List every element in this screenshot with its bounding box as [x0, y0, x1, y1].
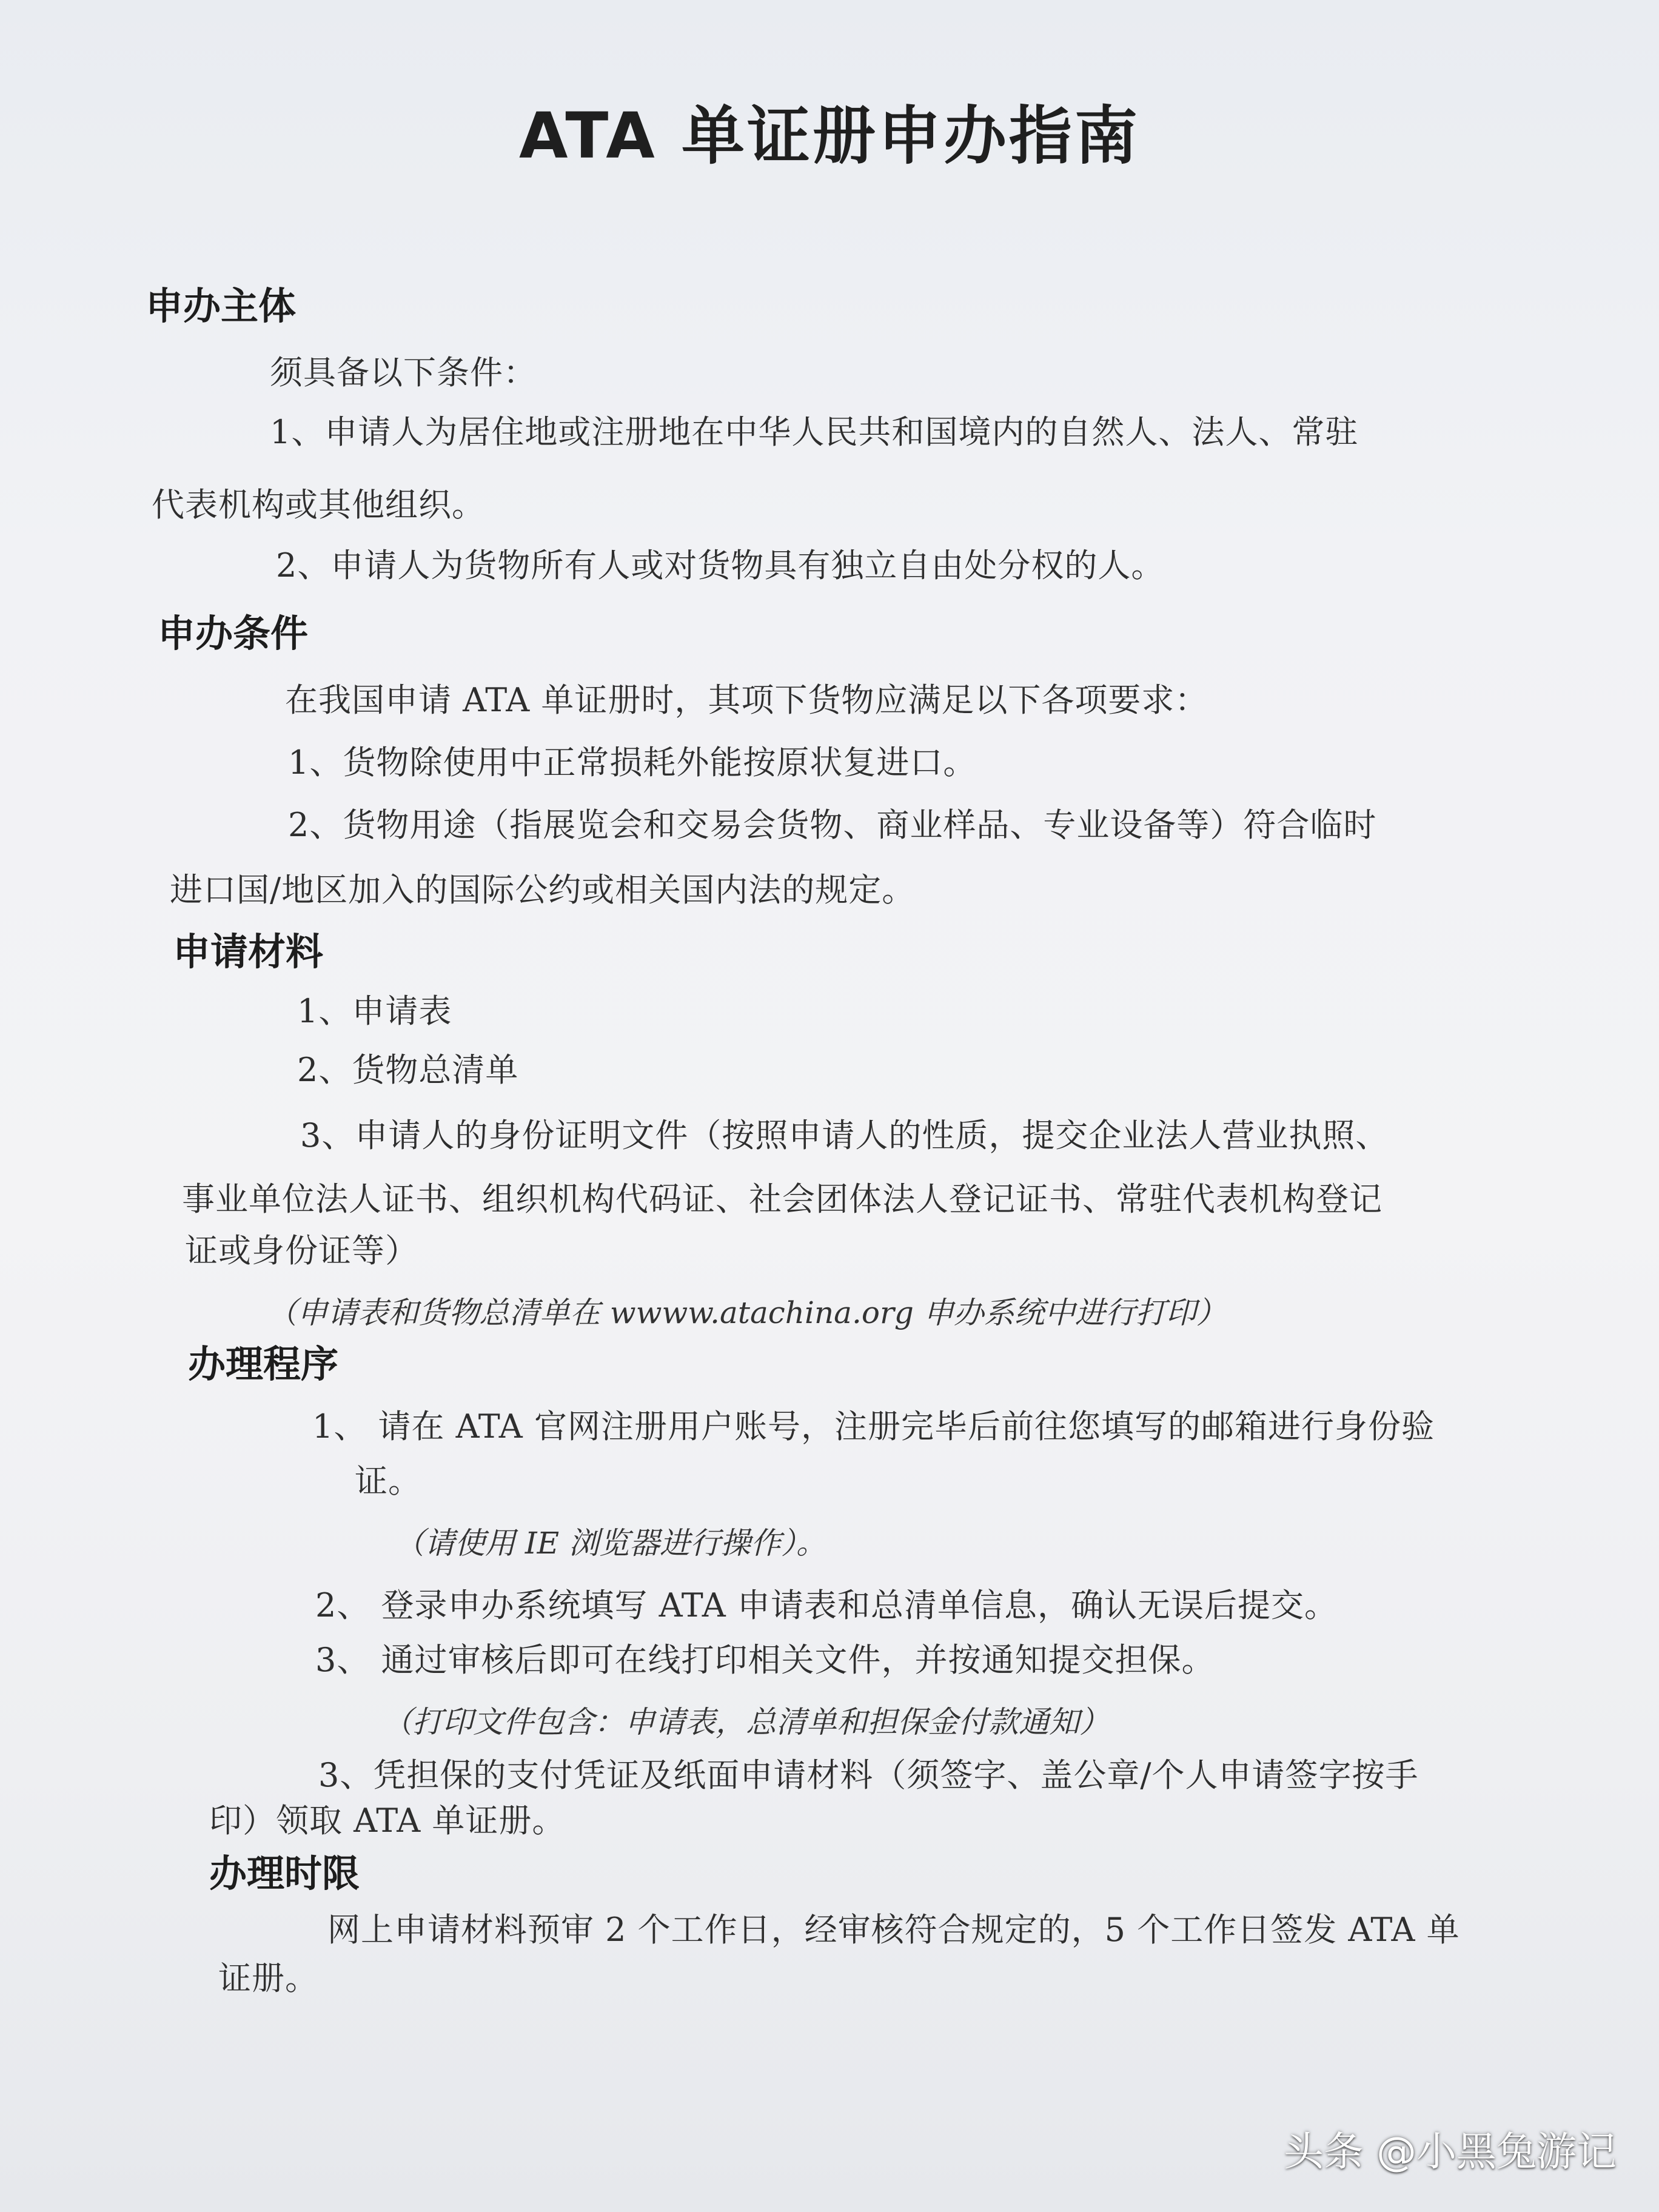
conditions-intro: 在我国申请 ATA 单证册时，其项下货物应满足以下各项要求： [285, 681, 1208, 719]
section-heading-procedure: 办理程序 [188, 1342, 339, 1386]
procedure-item-1-line-2: 证。 [355, 1462, 421, 1500]
procedure-item-1-note: （请使用 IE 浏览器进行操作）。 [394, 1526, 827, 1561]
section-heading-subject: 申办主体 [146, 284, 297, 328]
procedure-item-3: 3、 通过审核后即可在线打印相关文件，并按通知提交担保。 [315, 1641, 1215, 1679]
procedure-item-4-line-1: 3、凭担保的支付凭证及纸面申请材料（须签字、盖公章/个人申请签字按手 [318, 1756, 1419, 1794]
subject-item-2: 2、申请人为货物所有人或对货物具有独立自由处分权的人。 [276, 546, 1165, 585]
materials-item-3-line-1: 3、申请人的身份证明文件（按照申请人的性质，提交企业法人营业执照、 [300, 1116, 1389, 1155]
materials-note: （申请表和货物总清单在 wwww.atachina.org 申办系统中进行打印） [267, 1295, 1227, 1330]
section-heading-conditions: 申办条件 [158, 611, 309, 655]
subject-item-1-line-1: 1、申请人为居住地或注册地在中华人民共和国境内的自然人、法人、常驻 [270, 413, 1359, 451]
procedure-item-3-note: （打印文件包含：申请表，总清单和担保金付款通知） [382, 1704, 1110, 1740]
materials-item-3-line-3: 证或身份证等） [185, 1232, 418, 1270]
procedure-item-4-line-2: 印）领取 ATA 单证册。 [209, 1801, 566, 1840]
procedure-item-2: 2、 登录申办系统填写 ATA 申请表和总清单信息，确认无误后提交。 [315, 1586, 1338, 1624]
subject-intro: 须具备以下条件： [270, 354, 537, 392]
conditions-item-2-line-1: 2、货物用途（指展览会和交易会货物、商业样品、专业设备等）符合临时 [288, 806, 1377, 844]
procedure-item-1-line-1: 1、 请在 ATA 官网注册用户账号，注册完毕后前往您填写的邮箱进行身份验 [312, 1407, 1435, 1446]
section-heading-materials: 申请材料 [173, 930, 324, 974]
page-title: ATA 单证册申办指南 [519, 99, 1140, 173]
time-limit-line-1: 网上申请材料预审 2 个工作日，经审核符合规定的，5 个工作日签发 ATA 单 [327, 1911, 1460, 1949]
time-limit-line-2: 证册。 [218, 1959, 318, 1997]
section-heading-time-limit: 办理时限 [209, 1851, 360, 1895]
materials-item-1: 1、申请表 [297, 992, 452, 1030]
materials-item-3-line-2: 事业单位法人证书、组织机构代码证、社会团体法人登记证书、常驻代表机构登记 [182, 1180, 1382, 1218]
watermark: 头条 @小黑兔游记 [1284, 2128, 1617, 2175]
conditions-item-1: 1、货物除使用中正常损耗外能按原状复进口。 [288, 743, 977, 782]
conditions-item-2-line-2: 进口国/地区加入的国际公约或相关国内法的规定。 [170, 871, 916, 909]
subject-item-1-line-2: 代表机构或其他组织。 [152, 486, 485, 524]
materials-item-2: 2、货物总清单 [297, 1051, 519, 1089]
